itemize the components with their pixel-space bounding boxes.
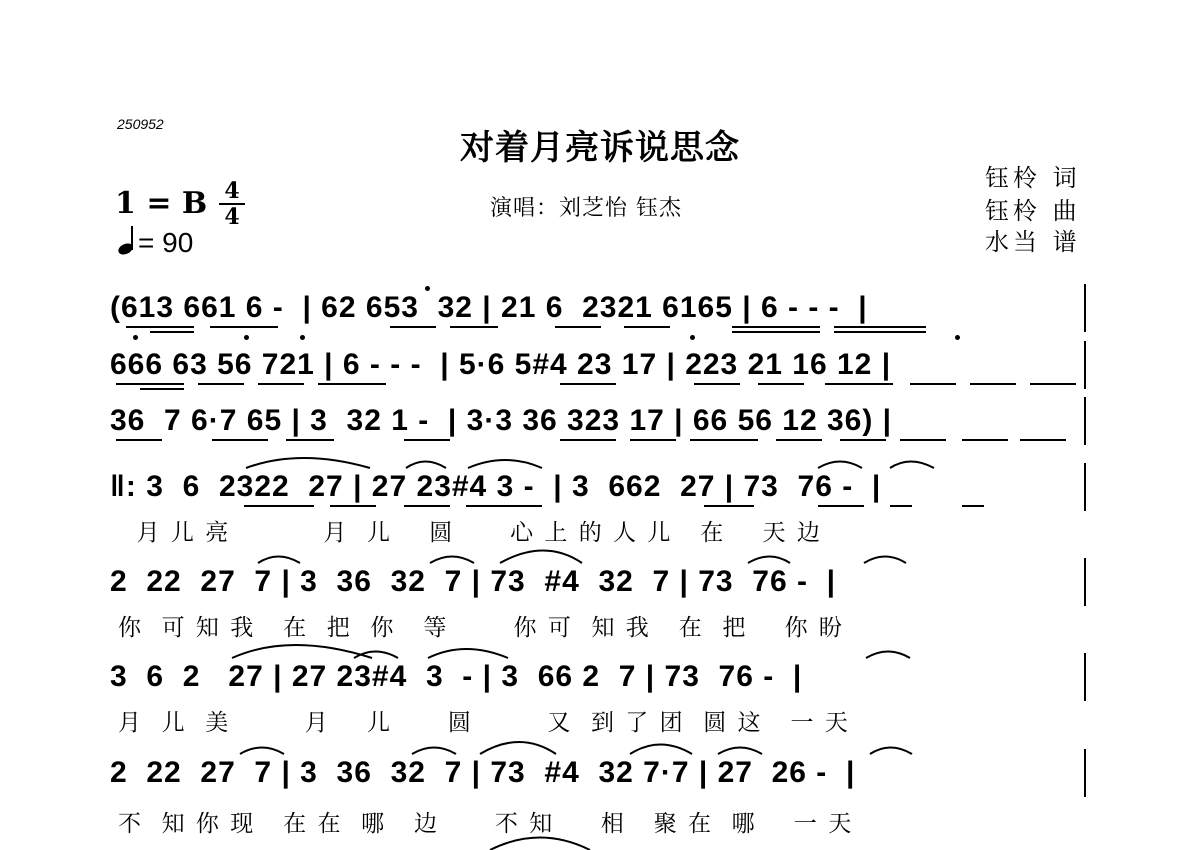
- slur: [818, 462, 862, 469]
- slur: [866, 652, 910, 659]
- slur: [468, 460, 542, 468]
- slur: [412, 748, 456, 755]
- notation-row-5: 2 22 27 7 | 3 36 32 7 | 73 #4 32 7 | 73 76 - |: [110, 565, 837, 598]
- slur: [718, 748, 762, 755]
- key-signature: 1 = B: [115, 186, 208, 221]
- slur: [258, 557, 300, 564]
- slur: [232, 645, 372, 658]
- slur: [500, 551, 582, 564]
- lyric-line-1: 月 儿 亮 月 儿 圆 心 上 的 人 儿 在 天 边: [118, 520, 822, 546]
- slur: [406, 462, 446, 469]
- slur: [240, 748, 284, 755]
- lyric-line-3: 月 儿 美 月 儿 圆 又 到 了 团 圆 这 一 天: [118, 710, 850, 736]
- tempo-value: = 90: [138, 227, 194, 258]
- slur: [748, 557, 790, 564]
- composer-credit: 钰柃 曲: [985, 197, 1081, 225]
- meter-top: 4: [224, 178, 240, 204]
- lyric-line-2: 你 可 知 我 在 把 你 等 你 可 知 我 在 把 你 盼: [118, 615, 844, 641]
- slur: [480, 742, 556, 754]
- notation-row-3: 36 7 6·7 65 | 3 32 1 - | 3·3 36 323 17 | 66 56 12 36) |: [110, 404, 893, 437]
- meter-bottom: 4: [224, 204, 240, 230]
- notation-row-7: 2 22 27 7 | 3 36 32 7 | 73 #4 32 7·7 | 27 26 - |: [110, 756, 856, 789]
- slur: [870, 748, 912, 755]
- slur: [430, 557, 474, 564]
- lyricist-credit: 钰柃 词: [985, 164, 1081, 192]
- notation-row-2: 666 63 56 721 | 6 - - - | 5·6 5#4 23 17 | 223 21 16 12 |: [110, 348, 892, 381]
- slur: [890, 462, 934, 469]
- notation-row-6: 3 6 2 27 | 27 23#4 3 - | 3 66 2 7 | 73 76 - |: [110, 660, 803, 693]
- score-id: 250952: [117, 116, 164, 132]
- notation-row-1: (613 661 6 - | 62 653 32 | 21 6 2321 6165 | 6 - - - |: [110, 291, 868, 324]
- song-title: 对着月亮诉说思念: [460, 128, 740, 168]
- slur: [864, 557, 906, 564]
- slur: [490, 838, 590, 850]
- notation-row-4: ‖: 3 6 2322 27 | 27 23#4 3 - | 3 662 27 | 73 76 - |: [110, 470, 882, 503]
- lyric-line-4: 不 知 你 现 在 在 哪 边 不 知 相 聚 在 哪 一 天: [118, 811, 854, 837]
- slur: [354, 652, 398, 659]
- slur: [630, 745, 692, 755]
- slur: [246, 458, 370, 468]
- transcriber-credit: 水当 谱: [985, 228, 1081, 256]
- singer-credit: 演唱：刘芝怡 钰杰: [490, 196, 682, 221]
- slur: [428, 649, 508, 658]
